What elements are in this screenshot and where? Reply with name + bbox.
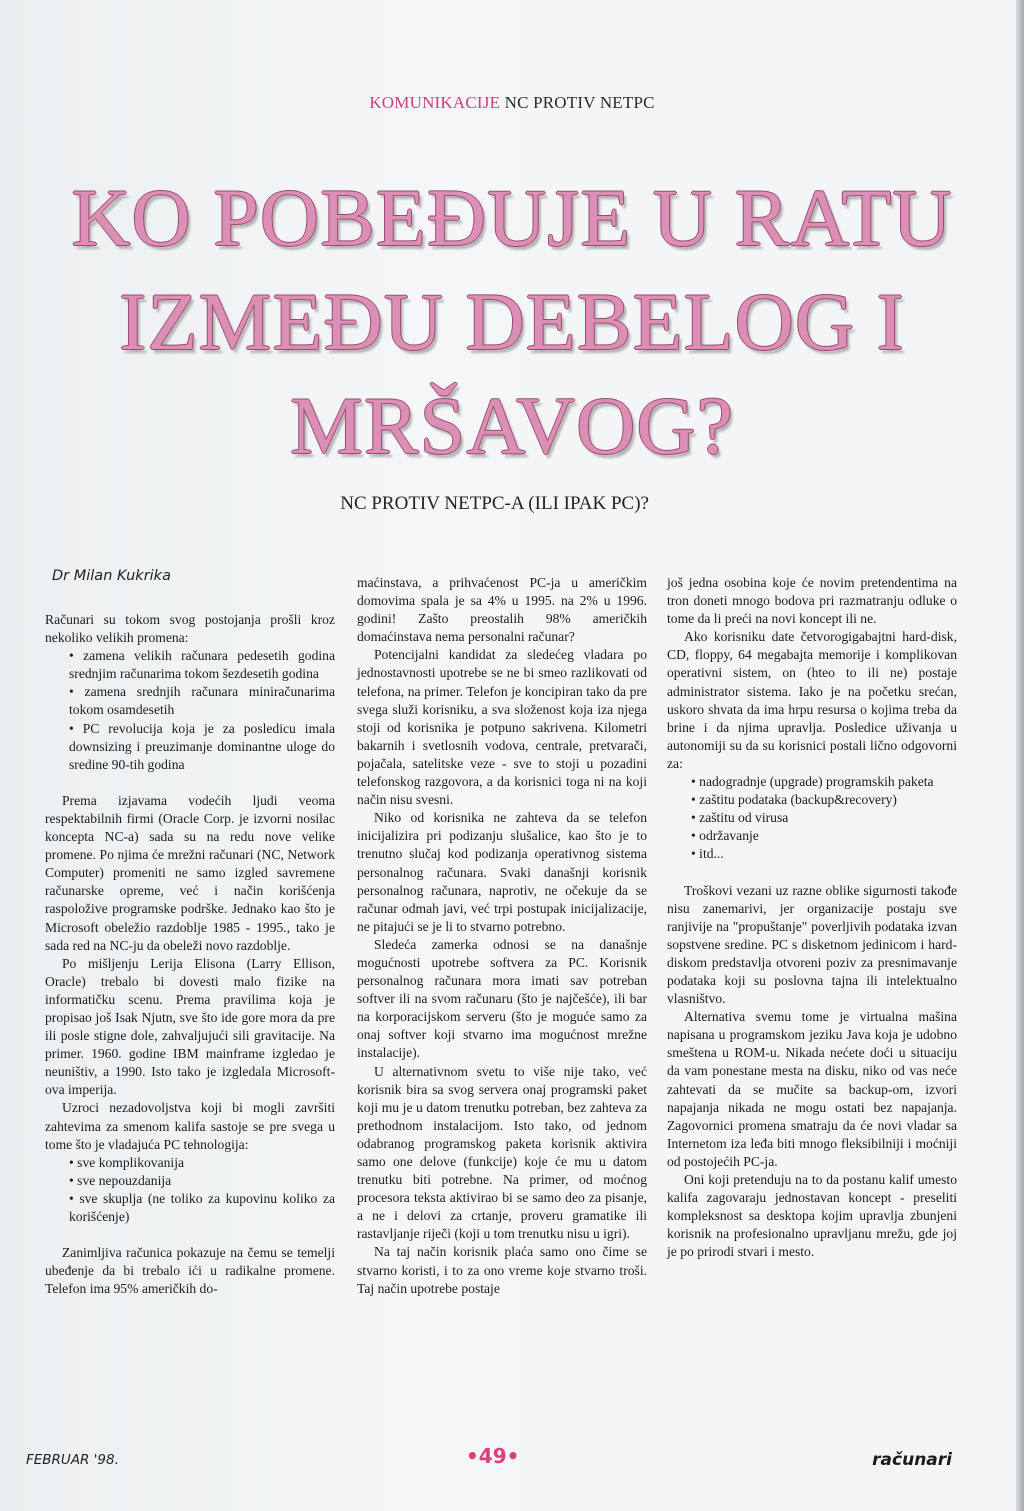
paragraph: Računari su tokom svog postojanja prošli kroz nekoliko velikih promena: (45, 612, 335, 646)
section-topic: NC PROTIV NETPC (504, 93, 655, 112)
paragraph: Troškovi vezani uz razne oblike sigurnosti takođe nisu zanemarivi, jer organizacije postaju sve ranjivije na "propuštanje" poverljivih podataka izvan sopstvene sredine. PC s disketnom jedinicom i hard-diskom predstavlja otvoreni poziv za presnimavanje podataka koji su poslovna tajna ili intelektualno vlasništvo. (667, 882, 957, 1007)
article-subtitle: NC PROTIV NETPC-A (ILI IPAK PC)? (340, 493, 649, 514)
paragraph: U alternativnom svetu to više nije tako, već korisnik bira sa svog servera onaj programski paket koji mu je u datom trenutku potreban, bez zahteva za prethodnom instalacijom. Isto tako, od jednom odabranog programskog paketa korisnik aktivira samo one delove (funkcije) koje će mu u datom trenutku biti potrebne. Na primer, od moćnog procesora teksta aktivirao bi se samo deo za pisanje, a ne i delovi za crtanje, proveru gramatike ili rastavljanje riječi (koji u tom trenutku nisu u igri). (357, 1063, 647, 1242)
paragraph: Ako korisniku date četvorogigabajtni hard-disk, CD, floppy, 64 megabajta memorije i komplikovan operativni sistem, on (hteo to ili ne) postaje administrator sistema. Iako je na početku srećan, uskoro shvata da ima hrpu resursa o kojima treba da brine i da njima upravlja. Posledice uživanja u autonomiji su da su korisnici postali lično odgovorni za: (667, 629, 957, 771)
section-header (0, 93, 1024, 113)
list-item: • itd... (667, 845, 957, 863)
title-line-2: IZMEĐU DEBELOG I (119, 276, 905, 367)
paragraph: Na taj način korisnik plaća samo ono čime se stvarno koristi, i to za ono vreme koje stvarno troši. Taj način upotrebe postaje (357, 1244, 647, 1296)
paragraph: maćinstava, a prihvaćenost PC-ja u američkim domovima spala je sa 4% u 1995. na 2% u 1996. godini! Zašto preostalih 98% američkih domaćinstava nema personalni računar? (357, 575, 647, 645)
paragraph: Po mišljenju Lerija Elisona (Larry Ellison, Oracle) trebalo bi dovesti malo fizike na informatičku scenu. Prema pravilima koja je propisao još Isak Njutn, sve što ide gore mora da pre ili posle stigne dole, zahvaljujući sili gravitacije. Na primer. 1960. godine IBM mainframe izgledao je neuništiv, a 1990. Isto tako je izgledala Microsoft-ova imperija. (45, 955, 335, 1098)
list-item: • zamena srednjih računara miniračunarima tokom osamdesetih (45, 683, 335, 719)
title-line-3: MRŠAVOG? (290, 380, 734, 471)
article-title (0, 166, 1024, 478)
list-item: • zaštitu podataka (backup&recovery) (667, 791, 957, 809)
list-item: • zamena velikih računara pedesetih godina srednjim računarima tokom šezdesetih godina (45, 647, 335, 683)
list-item: • sve nepouzdanija (45, 1172, 335, 1190)
list-item: • sve komplikovanija (45, 1154, 335, 1172)
issue-date: FEBRUAR '98. (26, 1452, 119, 1468)
article-column-2 (357, 574, 647, 1298)
paragraph: Zanimljiva računica pokazuje na čemu se temelji ubeđenje da bi trebalo ići u radikalne promene. Telefon ima 95% američkih do- (45, 1245, 335, 1297)
paragraph: Prema izjavama vodećih ljudi veoma respektabilnih firmi (Oracle Corp. je izvorni nosilac koncepta NC-a) sada su na redu nove velike promene. Po njima će mrežni računari (NC, Network Computer) promeniti ne samo izgled savremene računarske opreme, već i način korišćenja raspoložive programske podrške. Jednako kao što je Microsoft obeležio razdoblje 1985 - 1995., tako je sada red na NC-ju da obeleži novo razdoblje. (45, 792, 335, 953)
title-line-1: KO POBEĐUJE U RATU (71, 172, 953, 263)
paragraph: Potencijalni kandidat za sledećeg vladara po jednostavnosti upotrebe se ne bi smeo razlikovati od telefona, na primer. Telefon je koncipiran tako da pre svega služi korisniku, a sva složenost koja iza njega stoji od korisnika je potpuno sakrivena. Kilometri bakarnih i svetlosnih vodova, centrale, pretvarači, pojačala, satelitske veze - sve to stoji u pozadini telefonskog razgovora, a da korisnici toga ni na koji način nisu svesni. (357, 647, 647, 808)
paragraph: Niko od korisnika ne zahteva da se telefon inicijalizira pri podizanju slušalice, kao što je to trenutno slučaj kod podizanja operativnog sistema personalnog računara. Svaki današnji korisnik personalnog računara, naprotiv, ne očekuje da se računar odmah javi, već trpi postupak inicijalizacije, ne pitajući se je li to stvarno potrebno. (357, 810, 647, 934)
paragraph: Uzroci nezadovoljstva koji bi mogli završiti zahtevima za smenom kalifa sastoje se pre svega u tome što je vladajuća PC tehnologija: (45, 1100, 335, 1152)
paragraph: još jedna osobina koje će novim pretendentima na tron doneti mnogo bodova pri razmatranju odluke o tome da li preći na novi koncept ili ne. (667, 575, 957, 627)
article-column-1 (45, 611, 335, 1298)
magazine-name: računari (872, 1450, 952, 1470)
list-item: • održavanje (667, 827, 957, 845)
paragraph: Oni koji pretenduju na to da postanu kalif umesto kalifa zagovaraju jednostavan koncept - preseliti kompleksnost sa desktopa kojim upravlja zbunjeni korisnik na profesionalno upravljanu mrežu, gde joj je po prirodi stvari i mesto. (667, 1172, 957, 1260)
list-item: • PC revolucija koja je za posledicu imala downsizing i preuzimanje dominantne uloge do sredine 90-tih godina (45, 720, 335, 774)
list-item: • sve skuplja (ne toliko za kupovinu koliko za korišćenje) (45, 1190, 335, 1226)
list-item: • zaštitu od virusa (667, 809, 957, 827)
article-column-3 (667, 574, 957, 1261)
author-byline: Dr Milan Kukrika (52, 568, 171, 584)
paragraph: Sledeća zamerka odnosi se na današnje mogućnosti upotrebe softvera za PC. Korisnik personalnog računara mora imati sav potreban softver ili na svom računaru (što je najčešće), ili bar na korporacijskom serveru (što je moguće samo za onaj softver koji stvarno ima mogućnost mrežne instalacije). (357, 936, 647, 1061)
section-label: KOMUNIKACIJE (369, 93, 501, 112)
paragraph: Alternativa svemu tome je virtualna mašina napisana u programskom jeziku Java koja je udobno smeštena u ROM-u. Nikada nećete doći u situaciju da vam ponestane mesta na disku, niko od vas neće zahtevati da se mučite sa backup-om, izvori napajanja nikada ne mogu ostati bez napajanja. Zagovornici promena smatraju da će novi vladar sa Internetom iza leđa biti mnogo fleksibilniji i moćniji od postojećih PC-ja. (667, 1009, 957, 1169)
page-number: •49• (466, 1444, 520, 1468)
list-item: • nadogradnje (upgrade) programskih paketa (667, 773, 957, 791)
